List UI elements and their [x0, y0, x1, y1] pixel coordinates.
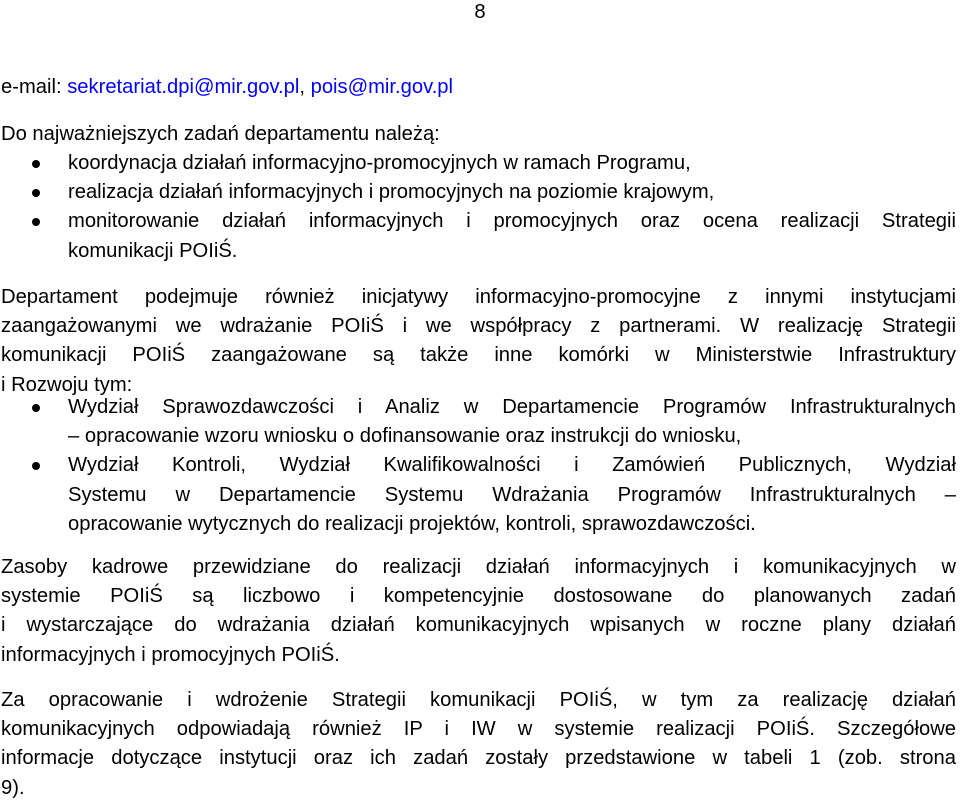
list-item-line: opracowanie wytycznych do realizacji projektów, kontroli, sprawozdawczości.: [68, 512, 756, 535]
paragraph-staff-resources: [1, 553, 956, 670]
paragraph-line: i Rozwoju tym:: [1, 373, 133, 396]
intro-heading: Do najważniejszych zadań departamentu należą:: [1, 123, 440, 145]
list-item: [1, 178, 956, 207]
paragraph-line: Zasoby kadrowe przewidziane do realizacji działań informacyjnych i komunikacyjnych w: [1, 556, 956, 578]
units-list: [1, 393, 956, 539]
paragraph-line: systemie POIiŚ są liczbowo i kompetencyjnie dostosowane do planowanych zadań: [1, 585, 956, 608]
list-item-line: – opracowanie wzoru wniosku o dofinansowanie oraz instrukcji do wniosku,: [68, 425, 742, 448]
list-item-line: Wydział Sprawozdawczości i Analiz w Departamencie Programów Infrastrukturalnych: [68, 396, 956, 418]
list-item-line: komunikacji POIiŚ.: [68, 239, 238, 262]
paragraph-department-initiatives: [1, 283, 956, 400]
paragraph-line: informacje dotyczące instytucji oraz ich zadań zostały przedstawione w tabeli 1 (zob. strona: [1, 747, 956, 770]
email-line: [1, 74, 453, 100]
bullet-icon: [32, 189, 40, 197]
page-number: 8: [474, 1, 486, 23]
list-item: [1, 393, 956, 451]
paragraph-line: informacyjnych i promocyjnych POIiŚ.: [1, 643, 340, 666]
email-separator: ,: [299, 76, 311, 98]
paragraph-line: komunikacyjnych odpowiadają również IP i IW w systemie realizacji POIiŚ. Szczegółowe: [1, 718, 956, 741]
bullet-icon: [32, 218, 40, 226]
list-item: [1, 207, 956, 265]
list-item: [1, 149, 956, 178]
bullet-icon: [32, 462, 40, 470]
paragraph-line: zaangażowanymi we wdrażanie POIiŚ i we współpracy z partnerami. W realizację Strategii: [1, 315, 956, 338]
bullet-icon: [32, 404, 40, 412]
email-link-sekretariat[interactable]: sekretariat.dpi@mir.gov.pl: [67, 76, 300, 98]
paragraph-line: 9).: [1, 776, 25, 799]
list-item-line: koordynacja działań informacyjno-promocyjnych w ramach Programu,: [68, 152, 691, 174]
email-link-pois[interactable]: pois@mir.gov.pl: [310, 76, 454, 98]
paragraph-line: Za opracowanie i wdrożenie Strategii komunikacji POIiŚ, w tym za realizację działań: [1, 689, 956, 711]
paragraph-line: Departament podejmuje również inicjatywy informacyjno-promocyjne z innymi instytucjami: [1, 286, 956, 308]
list-item-line: realizacja działań informacyjnych i promocyjnych na poziomie krajowym,: [68, 181, 715, 204]
list-item-line: Wydział Kontroli, Wydział Kwalifikowalności i Zamówień Publicznych, Wydział: [68, 454, 956, 477]
list-item-line: Systemu w Departamencie Systemu Wdrażania Programów Infrastrukturalnych –: [68, 483, 956, 506]
paragraph-line: komunikacji POIiŚ zaangażowane są także inne komórki w Ministerstwie Infrastruktury: [1, 344, 956, 367]
email-label: e-mail:: [1, 76, 68, 98]
paragraph-strategy-responsibility: [1, 686, 956, 803]
tasks-list: [1, 149, 956, 266]
bullet-icon: [32, 160, 40, 168]
list-item-line: monitorowanie działań informacyjnych i promocyjnych oraz ocena realizacji Strategii: [68, 210, 956, 233]
paragraph-line: i wystarczające do wdrażania działań komunikacyjnych wpisanych w roczne plany działań: [1, 614, 956, 637]
list-item: [1, 451, 956, 539]
